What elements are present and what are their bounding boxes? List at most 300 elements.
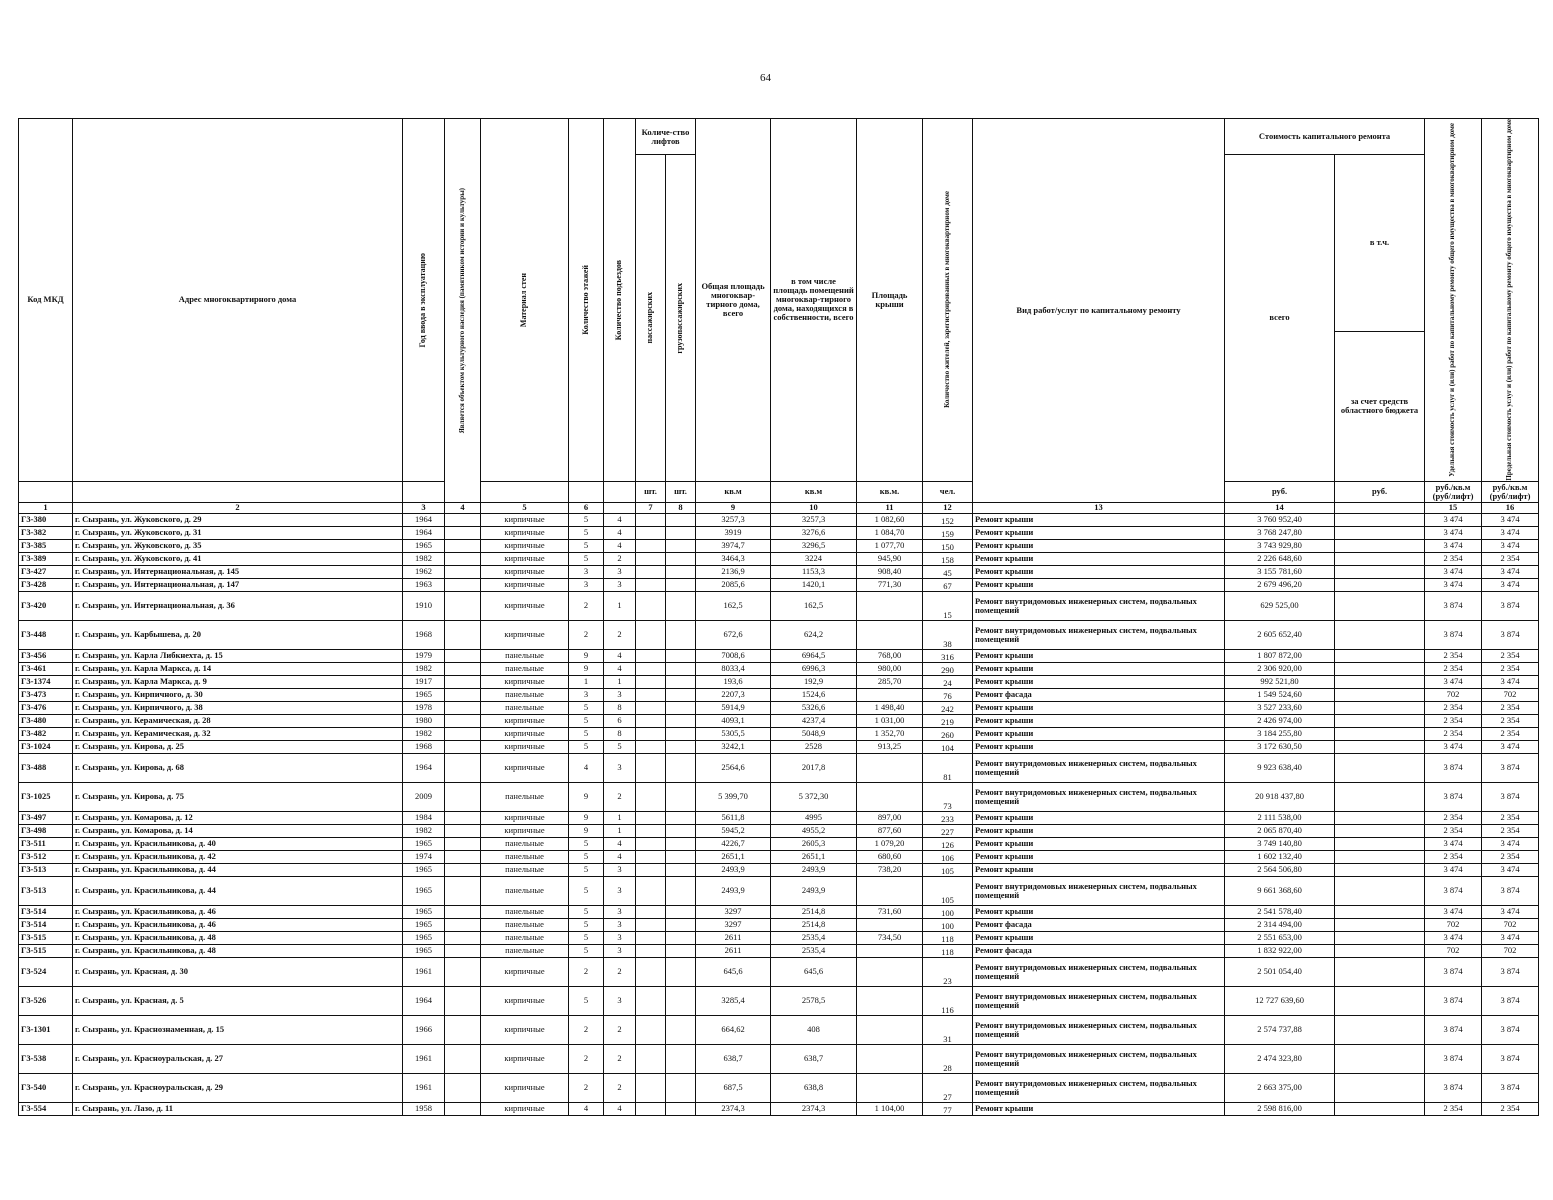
cell-floors: 2 bbox=[569, 591, 604, 620]
cell-address: г. Сызрань, ул. Красноуральская, д. 29 bbox=[73, 1073, 403, 1102]
table-row bbox=[19, 727, 1539, 740]
column-number: 4 bbox=[445, 502, 481, 513]
cell-unit-cost: 2 354 bbox=[1425, 714, 1482, 727]
cell-floors: 3 bbox=[569, 688, 604, 701]
cell-cost-total: 3 155 781,60 bbox=[1225, 565, 1335, 578]
table-header bbox=[19, 119, 1539, 514]
cell-residents: 73 bbox=[923, 782, 973, 811]
cell-floors: 5 bbox=[569, 850, 604, 863]
cell-area-total: 5 399,70 bbox=[696, 782, 771, 811]
cell-lifts-passenger bbox=[636, 688, 666, 701]
cell-lifts-cargo bbox=[666, 1102, 696, 1115]
cell-wall-material: панельные bbox=[481, 649, 569, 662]
cell-work-type: Ремонт внутридомовых инженерных систем, подвальных помещений bbox=[973, 1073, 1225, 1102]
cell-lifts-cargo bbox=[666, 565, 696, 578]
cell-cost-regional bbox=[1335, 552, 1425, 565]
cell-area-total: 2564,6 bbox=[696, 753, 771, 782]
cell-lifts-passenger bbox=[636, 552, 666, 565]
cell-wall-material: кирпичные bbox=[481, 1015, 569, 1044]
cell-lifts-passenger bbox=[636, 824, 666, 837]
cell-max-cost: 3 474 bbox=[1482, 837, 1539, 850]
table-row bbox=[19, 526, 1539, 539]
cell-roof-area: 738,20 bbox=[857, 863, 923, 876]
cell-wall-material: кирпичные bbox=[481, 1102, 569, 1115]
cell-lifts-passenger bbox=[636, 1015, 666, 1044]
cell-lifts-cargo bbox=[666, 649, 696, 662]
column-number-row bbox=[19, 502, 1539, 513]
cell-area-total: 645,6 bbox=[696, 957, 771, 986]
cell-cost-total: 2 598 816,00 bbox=[1225, 1102, 1335, 1115]
cell-floors: 9 bbox=[569, 662, 604, 675]
cell-residents: 118 bbox=[923, 944, 973, 957]
cell-entrances: 8 bbox=[604, 727, 636, 740]
cell-wall-material: кирпичные bbox=[481, 620, 569, 649]
unit-label: руб./кв.м (руб/лифт) bbox=[1425, 481, 1482, 502]
table-row bbox=[19, 591, 1539, 620]
cell-area-own: 624,2 bbox=[771, 620, 857, 649]
cell-year: 1979 bbox=[403, 649, 445, 662]
cell-code: Г3-498 bbox=[19, 824, 73, 837]
cell-unit-cost: 3 874 bbox=[1425, 957, 1482, 986]
cell-address: г. Сызрань, ул. Кирова, д. 25 bbox=[73, 740, 403, 753]
cell-year: 1965 bbox=[403, 918, 445, 931]
cell-address: г. Сызрань, ул. Карла Либкнехта, д. 15 bbox=[73, 649, 403, 662]
cell-roof-area: 1 104,00 bbox=[857, 1102, 923, 1115]
cell-residents: 38 bbox=[923, 620, 973, 649]
table-row bbox=[19, 944, 1539, 957]
page-number: 64 bbox=[760, 72, 771, 84]
cell-year: 1982 bbox=[403, 727, 445, 740]
cell-address: г. Сызрань, ул. Красильникова, д. 44 bbox=[73, 876, 403, 905]
cell-address: г. Сызрань, ул. Жуковского, д. 31 bbox=[73, 526, 403, 539]
cell-work-type: Ремонт внутридомовых инженерных систем, подвальных помещений bbox=[973, 591, 1225, 620]
cell-heritage bbox=[445, 1015, 481, 1044]
cell-area-total: 2136,9 bbox=[696, 565, 771, 578]
cell-year: 1968 bbox=[403, 740, 445, 753]
cell-cost-regional bbox=[1335, 662, 1425, 675]
cell-area-total: 3464,3 bbox=[696, 552, 771, 565]
cell-wall-material: кирпичные bbox=[481, 1044, 569, 1073]
cell-lifts-passenger bbox=[636, 986, 666, 1015]
cell-wall-material: панельные bbox=[481, 863, 569, 876]
cell-cost-total: 2 065 870,40 bbox=[1225, 824, 1335, 837]
cell-address: г. Сызрань, ул. Красная, д. 30 bbox=[73, 957, 403, 986]
cell-entrances: 3 bbox=[604, 565, 636, 578]
table-row bbox=[19, 552, 1539, 565]
cell-wall-material: кирпичные bbox=[481, 591, 569, 620]
cell-roof-area bbox=[857, 620, 923, 649]
cell-residents: 24 bbox=[923, 675, 973, 688]
cell-roof-area: 897,00 bbox=[857, 811, 923, 824]
table-row bbox=[19, 1015, 1539, 1044]
header-area-total: Общая площадь многоквар-тирного дома, всего bbox=[696, 119, 771, 482]
table-row bbox=[19, 513, 1539, 526]
cell-wall-material: панельные bbox=[481, 701, 569, 714]
cell-floors: 2 bbox=[569, 957, 604, 986]
cell-entrances: 6 bbox=[604, 714, 636, 727]
cell-heritage bbox=[445, 753, 481, 782]
cell-year: 1978 bbox=[403, 701, 445, 714]
cell-year: 1965 bbox=[403, 837, 445, 850]
cell-area-total: 2493,9 bbox=[696, 863, 771, 876]
cell-wall-material: кирпичные bbox=[481, 714, 569, 727]
column-number: 16 bbox=[1482, 502, 1539, 513]
column-number: 2 bbox=[73, 502, 403, 513]
cell-code: Г3-514 bbox=[19, 905, 73, 918]
cell-floors: 5 bbox=[569, 727, 604, 740]
cell-area-total: 2085,6 bbox=[696, 578, 771, 591]
cell-cost-total: 2 501 054,40 bbox=[1225, 957, 1335, 986]
column-number: 9 bbox=[696, 502, 771, 513]
column-number bbox=[604, 502, 636, 513]
cell-max-cost: 2 354 bbox=[1482, 649, 1539, 662]
cell-work-type: Ремонт крыши bbox=[973, 850, 1225, 863]
cell-lifts-cargo bbox=[666, 837, 696, 850]
cell-lifts-cargo bbox=[666, 1073, 696, 1102]
cell-heritage bbox=[445, 824, 481, 837]
cell-area-own: 5048,9 bbox=[771, 727, 857, 740]
cell-code: Г3-511 bbox=[19, 837, 73, 850]
cell-unit-cost: 702 bbox=[1425, 688, 1482, 701]
cell-area-total: 5611,8 bbox=[696, 811, 771, 824]
cell-heritage bbox=[445, 539, 481, 552]
cell-entrances: 1 bbox=[604, 591, 636, 620]
cell-entrances: 3 bbox=[604, 578, 636, 591]
cell-work-type: Ремонт крыши bbox=[973, 701, 1225, 714]
cell-floors: 1 bbox=[569, 675, 604, 688]
cell-entrances: 3 bbox=[604, 863, 636, 876]
cell-entrances: 4 bbox=[604, 1102, 636, 1115]
cell-cost-regional bbox=[1335, 513, 1425, 526]
cell-max-cost: 2 354 bbox=[1482, 850, 1539, 863]
cell-area-own: 2493,9 bbox=[771, 863, 857, 876]
cell-address: г. Сызрань, ул. Красильникова, д. 42 bbox=[73, 850, 403, 863]
cell-cost-regional bbox=[1335, 824, 1425, 837]
cell-address: г. Сызрань, ул. Интернациональная, д. 145 bbox=[73, 565, 403, 578]
cell-max-cost: 3 874 bbox=[1482, 957, 1539, 986]
cell-year: 2009 bbox=[403, 782, 445, 811]
cell-max-cost: 3 874 bbox=[1482, 782, 1539, 811]
cell-address: г. Сызрань, ул. Жуковского, д. 41 bbox=[73, 552, 403, 565]
cell-floors: 5 bbox=[569, 905, 604, 918]
cell-heritage bbox=[445, 931, 481, 944]
table-body bbox=[19, 513, 1539, 1115]
cell-area-own: 4995 bbox=[771, 811, 857, 824]
cell-max-cost: 2 354 bbox=[1482, 662, 1539, 675]
cell-entrances: 3 bbox=[604, 931, 636, 944]
cell-max-cost: 3 474 bbox=[1482, 863, 1539, 876]
cell-year: 1964 bbox=[403, 986, 445, 1015]
header-code: Код МКД bbox=[19, 119, 73, 482]
cell-area-own: 638,7 bbox=[771, 1044, 857, 1073]
cell-roof-area: 945,90 bbox=[857, 552, 923, 565]
header-wall-material: Материал стен bbox=[519, 272, 529, 327]
cell-entrances: 4 bbox=[604, 539, 636, 552]
cell-year: 1965 bbox=[403, 876, 445, 905]
cell-cost-regional bbox=[1335, 675, 1425, 688]
column-number: 8 bbox=[666, 502, 696, 513]
unit-label: руб. bbox=[1225, 481, 1335, 502]
cell-lifts-cargo bbox=[666, 944, 696, 957]
table-row bbox=[19, 1073, 1539, 1102]
cell-cost-total: 1 549 524,60 bbox=[1225, 688, 1335, 701]
cell-code: Г3-1301 bbox=[19, 1015, 73, 1044]
cell-entrances: 2 bbox=[604, 620, 636, 649]
cell-lifts-cargo bbox=[666, 918, 696, 931]
cell-year: 1980 bbox=[403, 714, 445, 727]
cell-unit-cost: 2 354 bbox=[1425, 662, 1482, 675]
cell-year: 1961 bbox=[403, 1044, 445, 1073]
cell-year: 1958 bbox=[403, 1102, 445, 1115]
table-row bbox=[19, 824, 1539, 837]
cell-floors: 5 bbox=[569, 931, 604, 944]
cell-work-type: Ремонт крыши bbox=[973, 811, 1225, 824]
unit-label: чел. bbox=[923, 481, 973, 502]
cell-unit-cost: 3 474 bbox=[1425, 578, 1482, 591]
cell-wall-material: панельные bbox=[481, 688, 569, 701]
cell-work-type: Ремонт фасада bbox=[973, 944, 1225, 957]
cell-code: Г3-538 bbox=[19, 1044, 73, 1073]
cell-entrances: 8 bbox=[604, 701, 636, 714]
column-number: 14 bbox=[1225, 502, 1335, 513]
cell-roof-area bbox=[857, 1073, 923, 1102]
cell-area-total: 3974,7 bbox=[696, 539, 771, 552]
cell-unit-cost: 3 474 bbox=[1425, 905, 1482, 918]
cell-area-own: 1524,6 bbox=[771, 688, 857, 701]
cell-code: Г3-456 bbox=[19, 649, 73, 662]
cell-entrances: 3 bbox=[604, 944, 636, 957]
cell-wall-material: панельные bbox=[481, 850, 569, 863]
cell-address: г. Сызрань, ул. Карла Маркса, д. 9 bbox=[73, 675, 403, 688]
cell-floors: 3 bbox=[569, 565, 604, 578]
cell-area-own: 1420,1 bbox=[771, 578, 857, 591]
cell-unit-cost: 3 874 bbox=[1425, 986, 1482, 1015]
cell-address: г. Сызрань, ул. Комарова, д. 14 bbox=[73, 824, 403, 837]
cell-address: г. Сызрань, ул. Красильникова, д. 46 bbox=[73, 918, 403, 931]
cell-lifts-cargo bbox=[666, 811, 696, 824]
cell-lifts-cargo bbox=[666, 824, 696, 837]
cell-residents: 31 bbox=[923, 1015, 973, 1044]
cell-address: г. Сызрань, ул. Красильникова, д. 46 bbox=[73, 905, 403, 918]
cell-area-own: 4237,4 bbox=[771, 714, 857, 727]
cell-lifts-cargo bbox=[666, 740, 696, 753]
cell-residents: 77 bbox=[923, 1102, 973, 1115]
header-roof-area: Площадь крыши bbox=[857, 119, 923, 482]
cell-lifts-cargo bbox=[666, 620, 696, 649]
cell-code: Г3-476 bbox=[19, 701, 73, 714]
cell-unit-cost: 3 874 bbox=[1425, 1073, 1482, 1102]
cell-floors: 5 bbox=[569, 863, 604, 876]
table-row bbox=[19, 701, 1539, 714]
header-lifts-cargo: грузопассажирских bbox=[675, 282, 685, 354]
cell-area-own: 638,8 bbox=[771, 1073, 857, 1102]
cell-max-cost: 702 bbox=[1482, 918, 1539, 931]
cell-unit-cost: 2 354 bbox=[1425, 811, 1482, 824]
cell-area-total: 664,62 bbox=[696, 1015, 771, 1044]
cell-area-total: 5945,2 bbox=[696, 824, 771, 837]
cell-work-type: Ремонт крыши bbox=[973, 714, 1225, 727]
unit-label: руб./кв.м (руб/лифт) bbox=[1482, 481, 1539, 502]
cell-area-own: 2578,5 bbox=[771, 986, 857, 1015]
cell-area-total: 2374,3 bbox=[696, 1102, 771, 1115]
cell-area-total: 687,5 bbox=[696, 1073, 771, 1102]
cell-cost-regional bbox=[1335, 837, 1425, 850]
cell-cost-total: 3 768 247,80 bbox=[1225, 526, 1335, 539]
cell-floors: 4 bbox=[569, 1102, 604, 1115]
cell-heritage bbox=[445, 944, 481, 957]
cell-unit-cost: 3 874 bbox=[1425, 782, 1482, 811]
cell-roof-area: 731,60 bbox=[857, 905, 923, 918]
table-row bbox=[19, 714, 1539, 727]
cell-lifts-passenger bbox=[636, 782, 666, 811]
cell-heritage bbox=[445, 863, 481, 876]
cell-residents: 105 bbox=[923, 876, 973, 905]
cell-year: 1982 bbox=[403, 824, 445, 837]
cell-roof-area bbox=[857, 753, 923, 782]
cell-entrances: 1 bbox=[604, 675, 636, 688]
cell-residents: 15 bbox=[923, 591, 973, 620]
cell-residents: 159 bbox=[923, 526, 973, 539]
cell-lifts-passenger bbox=[636, 837, 666, 850]
cell-residents: 290 bbox=[923, 662, 973, 675]
cell-cost-regional bbox=[1335, 714, 1425, 727]
cell-code: Г3-513 bbox=[19, 876, 73, 905]
cell-entrances: 4 bbox=[604, 649, 636, 662]
cell-lifts-passenger bbox=[636, 701, 666, 714]
cell-entrances: 2 bbox=[604, 1044, 636, 1073]
cell-lifts-cargo bbox=[666, 850, 696, 863]
cell-cost-total: 2 541 578,40 bbox=[1225, 905, 1335, 918]
cell-residents: 28 bbox=[923, 1044, 973, 1073]
cell-lifts-passenger bbox=[636, 675, 666, 688]
cell-floors: 5 bbox=[569, 944, 604, 957]
table-row bbox=[19, 539, 1539, 552]
cell-residents: 27 bbox=[923, 1073, 973, 1102]
cell-work-type: Ремонт крыши bbox=[973, 837, 1225, 850]
cell-heritage bbox=[445, 811, 481, 824]
cell-floors: 5 bbox=[569, 918, 604, 931]
table-row bbox=[19, 740, 1539, 753]
cell-year: 1963 bbox=[403, 578, 445, 591]
cell-work-type: Ремонт крыши bbox=[973, 905, 1225, 918]
cell-floors: 5 bbox=[569, 714, 604, 727]
cell-lifts-cargo bbox=[666, 688, 696, 701]
cell-area-own: 645,6 bbox=[771, 957, 857, 986]
cell-area-total: 4093,1 bbox=[696, 714, 771, 727]
cell-area-own: 2374,3 bbox=[771, 1102, 857, 1115]
cell-floors: 9 bbox=[569, 649, 604, 662]
cell-heritage bbox=[445, 1044, 481, 1073]
table-row bbox=[19, 620, 1539, 649]
cell-work-type: Ремонт крыши bbox=[973, 513, 1225, 526]
cell-residents: 219 bbox=[923, 714, 973, 727]
cell-work-type: Ремонт внутридомовых инженерных систем, подвальных помещений bbox=[973, 986, 1225, 1015]
cell-heritage bbox=[445, 701, 481, 714]
column-number: 15 bbox=[1425, 502, 1482, 513]
cell-area-own: 162,5 bbox=[771, 591, 857, 620]
cell-max-cost: 3 874 bbox=[1482, 591, 1539, 620]
cell-lifts-cargo bbox=[666, 552, 696, 565]
cell-area-total: 3297 bbox=[696, 918, 771, 931]
cell-max-cost: 3 874 bbox=[1482, 1073, 1539, 1102]
cell-entrances: 2 bbox=[604, 1015, 636, 1044]
cell-year: 1961 bbox=[403, 957, 445, 986]
cell-area-total: 2493,9 bbox=[696, 876, 771, 905]
cell-unit-cost: 3 474 bbox=[1425, 837, 1482, 850]
cell-unit-cost: 3 474 bbox=[1425, 931, 1482, 944]
cell-floors: 5 bbox=[569, 876, 604, 905]
cell-lifts-passenger bbox=[636, 620, 666, 649]
cell-code: Г3-488 bbox=[19, 753, 73, 782]
cell-max-cost: 3 474 bbox=[1482, 578, 1539, 591]
header-cost-incl: в т.ч. bbox=[1335, 155, 1425, 332]
cell-cost-total: 12 727 639,60 bbox=[1225, 986, 1335, 1015]
cell-area-own: 2605,3 bbox=[771, 837, 857, 850]
cell-address: г. Сызрань, ул. Карла Маркса, д. 14 bbox=[73, 662, 403, 675]
cell-code: Г3-385 bbox=[19, 539, 73, 552]
cell-roof-area: 1 031,00 bbox=[857, 714, 923, 727]
cell-entrances: 3 bbox=[604, 753, 636, 782]
column-number bbox=[1335, 502, 1425, 513]
cell-code: Г3-554 bbox=[19, 1102, 73, 1115]
cell-max-cost: 2 354 bbox=[1482, 714, 1539, 727]
cell-cost-regional bbox=[1335, 876, 1425, 905]
cell-cost-regional bbox=[1335, 727, 1425, 740]
table-row bbox=[19, 753, 1539, 782]
cell-cost-total: 1 602 132,40 bbox=[1225, 850, 1335, 863]
cell-wall-material: кирпичные bbox=[481, 727, 569, 740]
cell-max-cost: 3 474 bbox=[1482, 740, 1539, 753]
cell-roof-area bbox=[857, 591, 923, 620]
cell-address: г. Сызрань, ул. Красильникова, д. 44 bbox=[73, 863, 403, 876]
header-unit-cost: Удельная стоимость услуг и (или) работ по капитальному ремонту общего имущества в многоквартирном доме bbox=[1448, 122, 1457, 477]
cell-residents: 116 bbox=[923, 986, 973, 1015]
cell-lifts-cargo bbox=[666, 863, 696, 876]
cell-heritage bbox=[445, 837, 481, 850]
cell-address: г. Сызрань, ул. Красноуральская, д. 27 bbox=[73, 1044, 403, 1073]
cell-floors: 2 bbox=[569, 1073, 604, 1102]
cell-area-total: 2651,1 bbox=[696, 850, 771, 863]
cell-unit-cost: 2 354 bbox=[1425, 552, 1482, 565]
cell-wall-material: кирпичные bbox=[481, 1073, 569, 1102]
cell-entrances: 4 bbox=[604, 526, 636, 539]
cell-unit-cost: 2 354 bbox=[1425, 727, 1482, 740]
cell-entrances: 1 bbox=[604, 824, 636, 837]
cell-cost-total: 2 564 506,80 bbox=[1225, 863, 1335, 876]
cell-lifts-passenger bbox=[636, 811, 666, 824]
cell-year: 1968 bbox=[403, 620, 445, 649]
cell-area-own: 3224 bbox=[771, 552, 857, 565]
cell-area-own: 3296,5 bbox=[771, 539, 857, 552]
cell-cost-regional bbox=[1335, 944, 1425, 957]
cell-lifts-passenger bbox=[636, 1073, 666, 1102]
cell-code: Г3-512 bbox=[19, 850, 73, 863]
column-number: 11 bbox=[857, 502, 923, 513]
header-floors: Количество этажей bbox=[580, 264, 590, 335]
cell-code: Г3-482 bbox=[19, 727, 73, 740]
cell-floors: 3 bbox=[569, 578, 604, 591]
cell-year: 1965 bbox=[403, 539, 445, 552]
cell-area-own: 6964,5 bbox=[771, 649, 857, 662]
cell-max-cost: 3 474 bbox=[1482, 905, 1539, 918]
cell-heritage bbox=[445, 649, 481, 662]
cell-cost-total: 1 832 922,00 bbox=[1225, 944, 1335, 957]
cell-wall-material: панельные bbox=[481, 662, 569, 675]
cell-unit-cost: 3 874 bbox=[1425, 876, 1482, 905]
unit-label: кв.м bbox=[771, 481, 857, 502]
cell-cost-total: 3 172 630,50 bbox=[1225, 740, 1335, 753]
cell-heritage bbox=[445, 850, 481, 863]
